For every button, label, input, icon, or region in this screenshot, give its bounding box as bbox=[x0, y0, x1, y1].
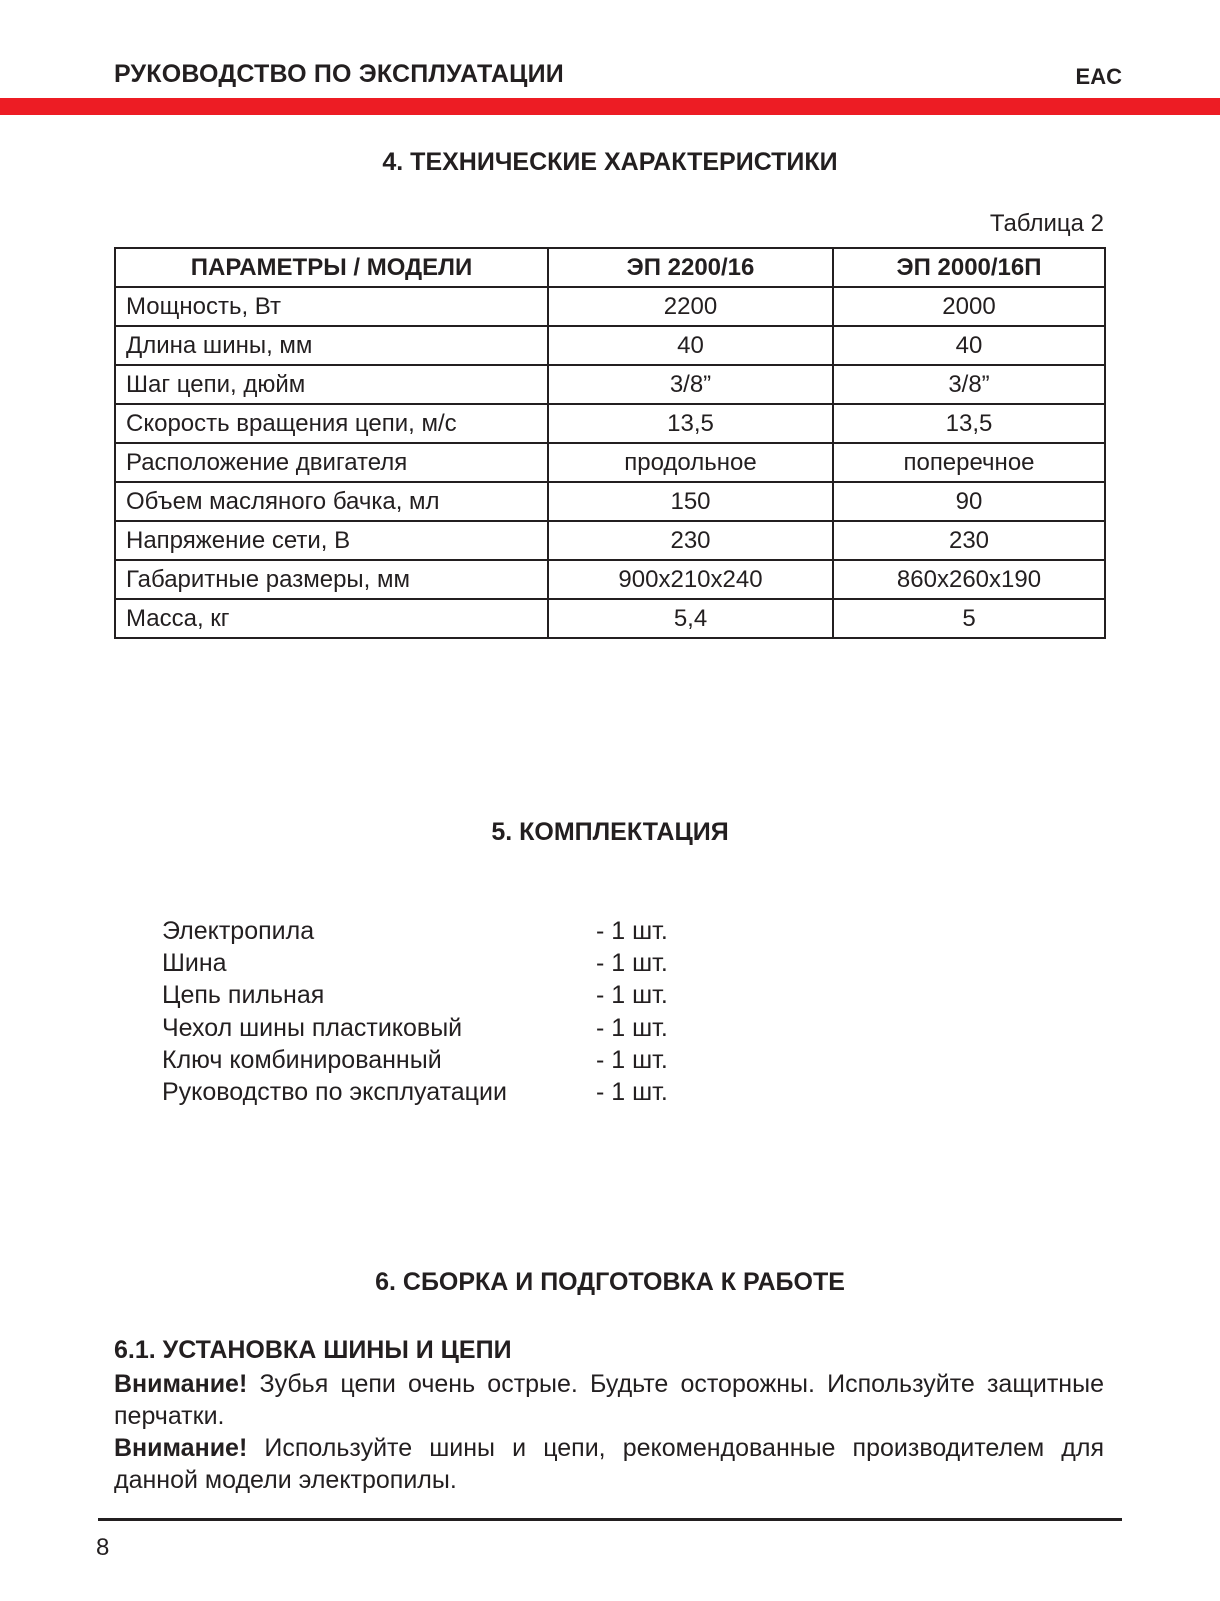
list-item bbox=[162, 1044, 702, 1076]
value-cell: 3/8” bbox=[833, 365, 1105, 404]
header-title: РУКОВОДСТВО ПО ЭКСПЛУАТАЦИИ bbox=[114, 60, 564, 88]
footer-rule bbox=[98, 1518, 1122, 1521]
param-cell: Мощность, Вт bbox=[115, 287, 548, 326]
subsection-6-1-title: 6.1. УСТАНОВКА ШИНЫ И ЦЕПИ bbox=[114, 1336, 512, 1364]
param-cell: Объем масляного бачка, мл bbox=[115, 482, 548, 521]
value-cell: 5 bbox=[833, 599, 1105, 638]
kit-list bbox=[162, 915, 702, 1108]
section-4-title: 4. ТЕХНИЧЕСКИЕ ХАРАКТЕРИСТИКИ bbox=[382, 148, 838, 176]
table-row bbox=[115, 521, 1105, 560]
value-cell: 90 bbox=[833, 482, 1105, 521]
kit-item-qty: - 1 шт. bbox=[596, 981, 668, 1010]
param-cell: Длина шины, мм bbox=[115, 326, 548, 365]
kit-item-qty: - 1 шт. bbox=[596, 949, 668, 978]
kit-item-name: Руководство по эксплуатации bbox=[162, 1077, 507, 1106]
value-cell: поперечное bbox=[833, 443, 1105, 482]
table-row bbox=[115, 287, 1105, 326]
value-cell: 150 bbox=[548, 482, 833, 521]
table-row bbox=[115, 365, 1105, 404]
value-cell: 860х260х190 bbox=[833, 560, 1105, 599]
param-cell: Масса, кг bbox=[115, 599, 548, 638]
list-item bbox=[162, 1076, 702, 1108]
header-cell-model-1: ЭП 2200/16 bbox=[548, 248, 833, 287]
kit-item-name: Цепь пильная bbox=[162, 981, 325, 1010]
table-row bbox=[115, 482, 1105, 521]
header-cell-params: ПАРАМЕТРЫ / МОДЕЛИ bbox=[115, 248, 548, 287]
section-5-title: 5. КОМПЛЕКТАЦИЯ bbox=[491, 818, 729, 846]
header-red-bar bbox=[0, 98, 1220, 115]
table-row bbox=[115, 404, 1105, 443]
param-cell: Напряжение сети, В bbox=[115, 521, 548, 560]
eac-mark: EAC bbox=[1075, 64, 1122, 89]
warning-paragraph bbox=[114, 1432, 1104, 1496]
table-row bbox=[115, 599, 1105, 638]
param-cell: Шаг цепи, дюйм bbox=[115, 365, 548, 404]
list-item bbox=[162, 1012, 702, 1044]
page-number: 8 bbox=[96, 1534, 110, 1561]
warning-text: Используйте шины и цепи, рекомендованные производителем для данной модели электропилы. bbox=[114, 1434, 1104, 1494]
list-item bbox=[162, 979, 702, 1011]
kit-item-name: Электропила bbox=[162, 917, 315, 945]
warning-paragraph bbox=[114, 1368, 1104, 1432]
value-cell: 13,5 bbox=[833, 404, 1105, 443]
value-cell: 5,4 bbox=[548, 599, 833, 638]
header-cell-model-2: ЭП 2000/16П bbox=[833, 248, 1105, 287]
value-cell: 3/8” bbox=[548, 365, 833, 404]
value-cell: 900х210х240 bbox=[548, 560, 833, 599]
table-row bbox=[115, 560, 1105, 599]
param-cell: Габаритные размеры, мм bbox=[115, 560, 548, 599]
param-cell: Скорость вращения цепи, м/с bbox=[115, 404, 548, 443]
value-cell: 2200 bbox=[548, 287, 833, 326]
value-cell: 2000 bbox=[833, 287, 1105, 326]
kit-item-qty: - 1 шт. bbox=[596, 1077, 668, 1106]
param-cell: Расположение двигателя bbox=[115, 443, 548, 482]
table-header-row bbox=[115, 248, 1105, 287]
table-row bbox=[115, 326, 1105, 365]
section-6-title: 6. СБОРКА И ПОДГОТОВКА К РАБОТЕ bbox=[375, 1268, 845, 1296]
value-cell: 40 bbox=[833, 326, 1105, 365]
value-cell: 230 bbox=[548, 521, 833, 560]
table-caption: Таблица 2 bbox=[989, 210, 1104, 237]
value-cell: продольное bbox=[548, 443, 833, 482]
kit-item-name: Шина bbox=[162, 949, 227, 978]
list-item bbox=[162, 947, 702, 979]
warning-label: Внимание! bbox=[114, 1434, 248, 1462]
table-row bbox=[115, 443, 1105, 482]
kit-item-qty: - 1 шт. bbox=[596, 1045, 668, 1074]
warning-label: Внимание! bbox=[114, 1370, 248, 1398]
value-cell: 13,5 bbox=[548, 404, 833, 443]
value-cell: 40 bbox=[548, 326, 833, 365]
value-cell: 230 bbox=[833, 521, 1105, 560]
kit-item-name: Чехол шины пластиковый bbox=[162, 1013, 463, 1042]
kit-item-qty: - 1 шт. bbox=[596, 917, 668, 945]
kit-item-name: Ключ комбинированный bbox=[162, 1045, 442, 1074]
warning-text: Зубья цепи очень острые. Будьте осторожны. Используйте защитные перчатки. bbox=[114, 1370, 1104, 1430]
kit-item-qty: - 1 шт. bbox=[596, 1013, 668, 1042]
specs-table bbox=[114, 247, 1106, 639]
list-item bbox=[162, 915, 702, 947]
